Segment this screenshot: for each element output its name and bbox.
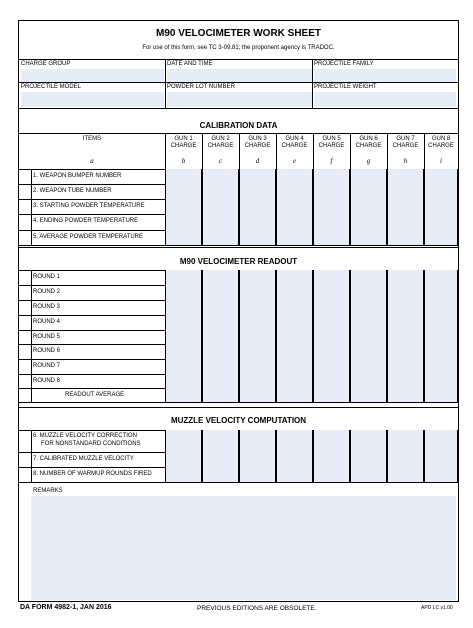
projectile-model-label: PROJECTILE MODEL: [21, 84, 82, 90]
muzzle-cell[interactable]: [313, 452, 350, 468]
readout-cell[interactable]: [165, 330, 202, 345]
readout-cell[interactable]: [387, 359, 424, 375]
readout-cell[interactable]: [350, 344, 387, 360]
gun-header-line1: GUN 5: [322, 136, 341, 142]
readout-cell[interactable]: [276, 359, 313, 375]
muzzle-cell[interactable]: [387, 452, 424, 468]
muzzle-cell[interactable]: [350, 430, 387, 453]
readout-cell[interactable]: [239, 388, 276, 403]
readout-cell[interactable]: [313, 315, 350, 331]
calibration-cell[interactable]: [313, 230, 350, 246]
divider: [31, 374, 32, 388]
calibration-cell[interactable]: [276, 214, 313, 231]
calibration-cell[interactable]: [239, 230, 276, 246]
projectile-family-label: PROJECTILE FAMILY: [314, 61, 374, 67]
readout-cell[interactable]: [387, 388, 424, 403]
gun-header-line2: CHARGE: [170, 143, 197, 149]
remarks-field[interactable]: [31, 496, 456, 600]
readout-cell[interactable]: [424, 359, 458, 375]
readout-cell[interactable]: [424, 374, 458, 389]
readout-cell[interactable]: [350, 330, 387, 345]
readout-cell[interactable]: [350, 300, 387, 316]
powder-lot-label: POWDER LOT NUMBER: [167, 84, 235, 90]
calibration-cell[interactable]: [202, 214, 239, 231]
form-title: M90 VELOCIMETER WORK SHEET: [155, 28, 321, 39]
readout-cell[interactable]: [276, 330, 313, 345]
gun-header-line1: GUN 8: [431, 136, 451, 142]
divider: [31, 344, 32, 359]
divider: [31, 230, 32, 245]
calibration-cell[interactable]: [350, 214, 387, 231]
muzzle-cell[interactable]: [350, 452, 387, 468]
readout-cell[interactable]: [387, 344, 424, 360]
readout-cell[interactable]: [239, 270, 276, 286]
readout-cell[interactable]: [165, 300, 202, 316]
calibration-cell[interactable]: [165, 199, 202, 215]
worksheet-form: [18, 20, 459, 602]
calibration-cell[interactable]: [202, 184, 239, 200]
readout-row-label: ROUND 7: [33, 363, 61, 369]
readout-cell[interactable]: [350, 285, 387, 301]
gun-header-line2: CHARGE: [244, 143, 271, 149]
divider: [165, 59, 166, 108]
gun-header-line2: CHARGE: [428, 143, 454, 149]
calibration-cell[interactable]: [202, 199, 239, 215]
gun-column-letter: e: [292, 157, 297, 165]
muzzle-cell[interactable]: [165, 467, 202, 483]
readout-cell[interactable]: [202, 330, 239, 345]
muzzle-title: MUZZLE VELOCITY COMPUTATION: [170, 416, 307, 425]
muzzle-row-label: 8. NUMBER OF WARMUP ROUNDS FIRED: [33, 471, 152, 477]
calibration-cell[interactable]: [276, 184, 313, 200]
muzzle-cell[interactable]: [165, 452, 202, 468]
projectile-weight-field[interactable]: [314, 92, 456, 107]
calibration-title: CALIBRATION DATA: [199, 121, 278, 130]
muzzle-cell[interactable]: [202, 467, 239, 483]
muzzle-cell[interactable]: [313, 430, 350, 453]
readout-cell[interactable]: [313, 359, 350, 375]
readout-cell[interactable]: [276, 315, 313, 331]
readout-cell[interactable]: [424, 270, 458, 286]
divider: [31, 330, 32, 344]
calibration-cell[interactable]: [424, 230, 458, 246]
readout-cell[interactable]: [239, 374, 276, 389]
readout-cell[interactable]: [387, 374, 424, 389]
divider: [31, 199, 32, 214]
divider: [19, 247, 458, 248]
readout-cell[interactable]: [313, 300, 350, 316]
calibration-row-label: 2. WEAPON TUBE NUMBER: [33, 188, 112, 194]
divider: [19, 407, 458, 408]
muzzle-cell[interactable]: [313, 467, 350, 483]
calibration-cell[interactable]: [387, 230, 424, 246]
readout-cell[interactable]: [202, 374, 239, 389]
calibration-cell[interactable]: [424, 199, 458, 215]
gun-header-line2: CHARGE: [318, 143, 345, 149]
items-header: ITEMS: [82, 136, 102, 142]
gun-column-letter: b: [181, 157, 186, 165]
calibration-row-label: 5. AVERAGE POWDER TEMPERATURE: [33, 234, 144, 240]
calibration-cell[interactable]: [276, 169, 313, 185]
calibration-cell[interactable]: [350, 169, 387, 185]
gun-column-letter: g: [366, 157, 371, 165]
readout-cell[interactable]: [239, 285, 276, 301]
calibration-cell[interactable]: [350, 199, 387, 215]
calibration-cell[interactable]: [350, 230, 387, 246]
divider: [31, 388, 32, 402]
muzzle-cell[interactable]: [387, 430, 424, 453]
readout-cell[interactable]: [202, 285, 239, 301]
readout-row-label: READOUT AVERAGE: [65, 392, 125, 398]
calibration-cell[interactable]: [313, 214, 350, 231]
remarks-label: REMARKS: [33, 488, 63, 494]
divider: [19, 82, 458, 83]
muzzle-cell[interactable]: [424, 430, 458, 453]
readout-row-label: ROUND 2: [33, 289, 61, 295]
calibration-cell[interactable]: [165, 184, 202, 200]
muzzle-cell[interactable]: [424, 467, 458, 483]
readout-cell[interactable]: [276, 270, 313, 286]
calibration-cell[interactable]: [424, 214, 458, 231]
muzzle-cell[interactable]: [276, 467, 313, 483]
readout-cell[interactable]: [239, 359, 276, 375]
calibration-cell[interactable]: [202, 169, 239, 185]
gun-header-line1: GUN 6: [359, 136, 378, 142]
readout-cell[interactable]: [424, 285, 458, 301]
gun-column-letter: c: [218, 157, 223, 165]
readout-cell[interactable]: [313, 344, 350, 360]
calibration-cell[interactable]: [276, 199, 313, 215]
readout-cell[interactable]: [313, 388, 350, 403]
readout-cell[interactable]: [276, 300, 313, 316]
projectile-family-field[interactable]: [314, 69, 456, 82]
form-subtitle: For use of this form, see TC 3-09.81; the proponent agency is TRADOC.: [142, 45, 335, 51]
divider: [312, 59, 313, 108]
readout-cell[interactable]: [424, 388, 458, 403]
projectile-model-field[interactable]: [21, 92, 164, 107]
calibration-cell[interactable]: [276, 230, 313, 246]
readout-cell[interactable]: [424, 344, 458, 360]
muzzle-row-label: 6. MUZZLE VELOCITY CORRECTION: [33, 433, 137, 439]
muzzle-cell[interactable]: [165, 430, 202, 453]
gun-header-line2: CHARGE: [207, 143, 234, 149]
calibration-cell[interactable]: [165, 169, 202, 185]
powder-lot-field[interactable]: [167, 92, 312, 107]
calibration-cell[interactable]: [424, 169, 458, 185]
readout-cell[interactable]: [165, 270, 202, 286]
calibration-cell[interactable]: [313, 169, 350, 185]
readout-cell[interactable]: [202, 300, 239, 316]
readout-cell[interactable]: [202, 270, 239, 286]
divider: [31, 285, 32, 300]
readout-row-label: ROUND 3: [33, 304, 61, 310]
muzzle-cell[interactable]: [239, 452, 276, 468]
divider: [31, 214, 32, 230]
date-time-field[interactable]: [167, 69, 312, 82]
readout-cell[interactable]: [239, 315, 276, 331]
calibration-cell[interactable]: [424, 184, 458, 200]
calibration-cell[interactable]: [313, 184, 350, 200]
readout-cell[interactable]: [276, 285, 313, 301]
readout-cell[interactable]: [387, 270, 424, 286]
divider: [31, 467, 32, 482]
gun-column-letter: f: [330, 157, 333, 165]
readout-cell[interactable]: [350, 359, 387, 375]
divider: [19, 59, 458, 60]
calibration-cell[interactable]: [239, 169, 276, 185]
readout-cell[interactable]: [387, 300, 424, 316]
readout-cell[interactable]: [276, 344, 313, 360]
calibration-cell[interactable]: [387, 214, 424, 231]
muzzle-cell[interactable]: [202, 452, 239, 468]
version-label: APD LC v1.00: [421, 605, 453, 611]
gun-column-letter: d: [255, 157, 260, 165]
date-time-label: DATE AND TIME: [167, 61, 213, 67]
calibration-row-label: 4. ENDING POWDER TEMPERATURE: [33, 218, 139, 224]
calibration-row-label: 3. STARTING POWDER TEMPERATURE: [33, 203, 145, 209]
projectile-weight-label: PROJECTILE WEIGHT: [314, 84, 377, 90]
divider: [31, 184, 32, 199]
muzzle-cell[interactable]: [350, 467, 387, 483]
divider: [31, 270, 32, 285]
muzzle-cell[interactable]: [239, 430, 276, 453]
readout-cell[interactable]: [313, 374, 350, 389]
readout-cell[interactable]: [350, 315, 387, 331]
divider: [31, 359, 32, 374]
calibration-row-label: 1. WEAPON BUMPER NUMBER: [33, 173, 122, 179]
calibration-cell[interactable]: [387, 169, 424, 185]
readout-cell[interactable]: [165, 359, 202, 375]
divider: [19, 108, 458, 109]
readout-cell[interactable]: [239, 330, 276, 345]
readout-row-label: ROUND 4: [33, 319, 61, 325]
gun-header-line1: GUN 2: [211, 136, 230, 142]
readout-cell[interactable]: [350, 374, 387, 389]
readout-cell[interactable]: [239, 300, 276, 316]
calibration-cell[interactable]: [387, 184, 424, 200]
muzzle-row-label: FOR NONSTANDARD CONDITIONS: [41, 441, 141, 447]
divider: [31, 169, 32, 184]
calibration-cell[interactable]: [239, 199, 276, 215]
muzzle-row-label: 7. CALIBRATED MUZZLE VELOCITY: [33, 456, 134, 462]
gun-header-line1: GUN 4: [285, 136, 304, 142]
items-letter: a: [90, 157, 94, 165]
gun-header-line1: GUN 3: [248, 136, 267, 142]
gun-header-line1: GUN 1: [174, 136, 193, 142]
muzzle-cell[interactable]: [276, 430, 313, 453]
readout-row-label: ROUND 1: [33, 274, 61, 280]
calibration-cell[interactable]: [239, 184, 276, 200]
divider: [31, 300, 32, 315]
readout-cell[interactable]: [202, 344, 239, 360]
readout-cell[interactable]: [165, 285, 202, 301]
readout-cell[interactable]: [165, 374, 202, 389]
readout-cell[interactable]: [202, 388, 239, 403]
readout-cell[interactable]: [424, 330, 458, 345]
calibration-cell[interactable]: [350, 184, 387, 200]
divider: [31, 315, 32, 330]
muzzle-cell[interactable]: [387, 467, 424, 483]
readout-cell[interactable]: [276, 374, 313, 389]
muzzle-cell[interactable]: [276, 452, 313, 468]
divider: [31, 430, 32, 452]
readout-cell[interactable]: [387, 315, 424, 331]
calibration-cell[interactable]: [165, 214, 202, 231]
readout-row-label: ROUND 6: [33, 348, 61, 354]
charge-group-label: CHARGE GROUP: [21, 61, 71, 67]
readout-cell[interactable]: [165, 344, 202, 360]
calibration-cell[interactable]: [202, 230, 239, 246]
muzzle-cell[interactable]: [239, 467, 276, 483]
readout-cell[interactable]: [424, 315, 458, 331]
gun-column-letter: h: [403, 157, 408, 165]
gun-header-line2: CHARGE: [392, 143, 419, 149]
form-number: DA FORM 4982-1, JAN 2016: [20, 604, 112, 611]
editions-note: PREVIOUS EDITIONS ARE OBSOLETE.: [197, 605, 317, 612]
readout-cell[interactable]: [276, 388, 313, 403]
readout-cell[interactable]: [350, 388, 387, 403]
readout-cell[interactable]: [350, 270, 387, 286]
readout-cell[interactable]: [313, 330, 350, 345]
calibration-cell[interactable]: [313, 199, 350, 215]
readout-title: M90 VELOCIMETER READOUT: [179, 257, 298, 266]
gun-column-letter: i: [440, 157, 442, 165]
divider: [31, 452, 32, 467]
readout-cell[interactable]: [387, 285, 424, 301]
readout-cell[interactable]: [165, 388, 202, 403]
readout-cell[interactable]: [165, 315, 202, 331]
readout-cell[interactable]: [202, 359, 239, 375]
gun-header-line2: CHARGE: [355, 143, 382, 149]
charge-group-field[interactable]: [21, 69, 164, 82]
readout-cell[interactable]: [313, 285, 350, 301]
muzzle-cell[interactable]: [202, 430, 239, 453]
readout-cell[interactable]: [239, 344, 276, 360]
readout-cell[interactable]: [387, 330, 424, 345]
readout-cell[interactable]: [313, 270, 350, 286]
muzzle-cell[interactable]: [424, 452, 458, 468]
gun-header-line1: GUN 7: [396, 136, 415, 142]
gun-header-line2: CHARGE: [281, 143, 308, 149]
calibration-cell[interactable]: [239, 214, 276, 231]
readout-row-label: ROUND 5: [33, 334, 61, 340]
calibration-cell[interactable]: [165, 230, 202, 246]
readout-cell[interactable]: [424, 300, 458, 316]
readout-row-label: ROUND 8: [33, 378, 61, 384]
readout-cell[interactable]: [202, 315, 239, 331]
calibration-cell[interactable]: [387, 199, 424, 215]
